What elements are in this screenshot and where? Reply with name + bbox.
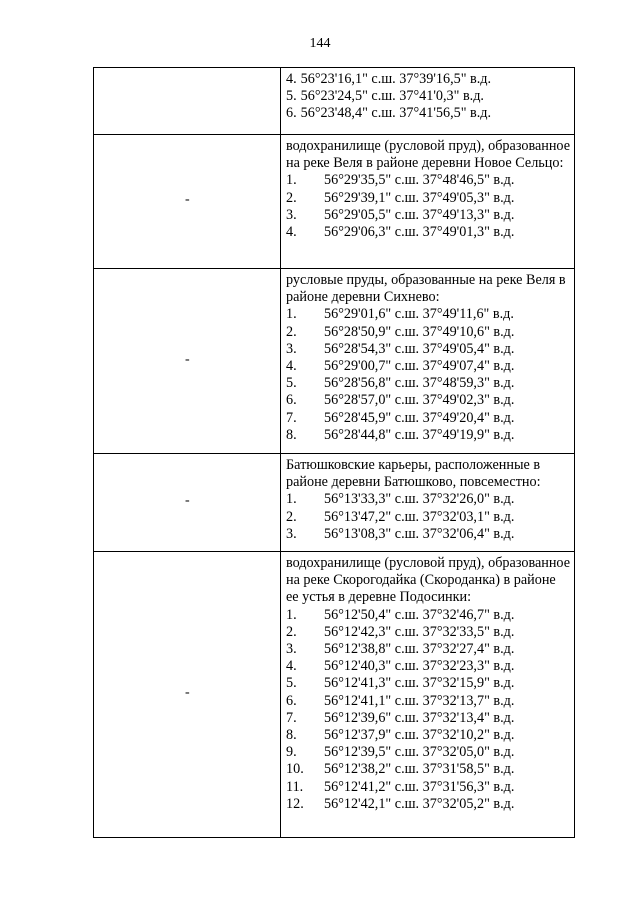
row-marker-cell: [94, 552, 281, 838]
coordinate-number: 1.: [286, 491, 297, 508]
coordinate-number: 7.: [286, 709, 297, 726]
coordinate-item: [286, 658, 570, 675]
coordinate-item: [286, 693, 570, 710]
coordinate-value: 56°13'47,2" с.ш. 37°32'03,1" в.д.: [324, 508, 515, 525]
coordinate-number: 6.: [286, 392, 297, 409]
water-body-cell: [281, 454, 575, 552]
coordinate-item: [286, 526, 570, 543]
coordinate-value: 56°12'38,2" с.ш. 37°31'58,5" в.д.: [324, 761, 515, 778]
coordinate-number: 5.: [286, 675, 297, 692]
coordinate-value: 56°29'00,7" с.ш. 37°49'07,4" в.д.: [324, 358, 515, 375]
coordinate-number: 7.: [286, 409, 297, 426]
water-body-description: водохранилище (русловой пруд), образованное на реке Скорогодайка (Скороданка) в районе ее устья в деревне Подосинки:: [286, 555, 570, 606]
row-marker-cell: [94, 135, 281, 269]
coordinate-item: [286, 207, 570, 224]
table-row: [94, 269, 575, 454]
coordinate-value: 56°29'05,5" с.ш. 37°49'13,3" в.д.: [324, 206, 515, 223]
coordinate-number: 3.: [286, 525, 297, 542]
coordinate-value: 56°29'06,3" с.ш. 37°49'01,3" в.д.: [324, 224, 515, 241]
coordinate-number: 4.: [286, 71, 297, 87]
coordinate-value: 56°29'35,5" с.ш. 37°48'46,5" в.д.: [324, 172, 515, 189]
row-dash: -: [185, 192, 190, 207]
coordinate-number: 4.: [286, 658, 297, 675]
water-body-cell: [281, 135, 575, 269]
coordinate-value: 56°12'37,9" с.ш. 37°32'10,2" в.д.: [324, 727, 515, 744]
coordinate-value: 56°12'39,6" с.ш. 37°32'13,4" в.д.: [324, 709, 515, 726]
coordinate-number: 3.: [286, 641, 297, 658]
coordinate-item: [286, 190, 570, 207]
coordinate-item: [286, 71, 570, 88]
coordinate-item: [286, 744, 570, 761]
coordinate-value: 56°28'56,8" с.ш. 37°48'59,3" в.д.: [324, 375, 515, 392]
coordinate-number: 2.: [286, 189, 297, 206]
coordinate-number: 8.: [286, 727, 297, 744]
coordinate-number: 5.: [286, 375, 297, 392]
coordinate-item: [286, 710, 570, 727]
coordinate-item: [286, 727, 570, 744]
coordinate-value: 56°28'57,0" с.ш. 37°49'02,3" в.д.: [324, 392, 515, 409]
coordinate-value: 56°23'48,4" с.ш. 37°41'56,5" в.д.: [300, 105, 492, 122]
coordinate-item: [286, 641, 570, 658]
coordinate-number: 10.: [286, 761, 304, 778]
row-dash: -: [185, 351, 190, 367]
coordinate-number: 12.: [286, 795, 304, 812]
coordinate-item: [286, 624, 570, 641]
coordinate-number: 11.: [286, 778, 304, 795]
coordinate-number: 1.: [286, 306, 297, 323]
coordinate-number: 3.: [286, 206, 297, 223]
coordinate-value: 56°12'38,8" с.ш. 37°32'27,4" в.д.: [324, 641, 515, 658]
coordinate-number: 1.: [286, 172, 297, 189]
row-marker-cell: [94, 68, 281, 135]
coordinate-number: 6.: [286, 692, 297, 709]
coordinate-item: [286, 224, 570, 241]
coordinate-item: [286, 392, 570, 409]
row-dash: -: [185, 685, 190, 700]
coordinate-value: 56°12'39,5" с.ш. 37°32'05,0" в.д.: [324, 744, 515, 761]
table-row: [94, 552, 575, 838]
coordinate-value: 56°12'42,3" с.ш. 37°32'33,5" в.д.: [324, 623, 515, 640]
coordinate-item: [286, 410, 570, 427]
coordinate-value: 56°12'41,2" с.ш. 37°31'56,3" в.д.: [324, 778, 515, 795]
row-marker-cell: [94, 269, 281, 454]
coordinate-number: 6.: [286, 105, 297, 122]
coordinate-value: 56°12'41,3" с.ш. 37°32'15,9" в.д.: [324, 675, 515, 692]
coordinate-value: 56°28'50,9" с.ш. 37°49'10,6" в.д.: [324, 323, 515, 340]
coordinate-item: [286, 761, 570, 778]
coordinate-number: 1.: [286, 606, 297, 623]
coordinate-item: [286, 509, 570, 526]
coordinate-number: 5.: [286, 88, 297, 105]
coordinate-item: [286, 796, 570, 813]
coordinate-item: [286, 306, 570, 323]
coordinate-value: 56°12'40,3" с.ш. 37°32'23,3" в.д.: [324, 658, 515, 675]
water-body-cell: [281, 552, 575, 838]
coordinate-item: [286, 105, 570, 122]
coordinate-value: 56°28'44,8" с.ш. 37°49'19,9" в.д.: [324, 426, 515, 443]
coordinate-item: [286, 375, 570, 392]
coordinate-number: 2.: [286, 323, 297, 340]
coordinates-table: [93, 67, 575, 838]
coordinate-value: 56°23'16,1" с.ш. 37°39'16,5" в.д.: [300, 71, 492, 87]
row-dash: -: [185, 493, 190, 508]
water-body-description: русловые пруды, образованные на реке Веля в районе деревни Сихнево:: [286, 272, 566, 306]
coordinate-value: 56°29'39,1" с.ш. 37°49'05,3" в.д.: [324, 189, 515, 206]
coordinate-item: [286, 491, 570, 508]
coordinate-value: 56°28'45,9" с.ш. 37°49'20,4" в.д.: [324, 409, 515, 426]
water-body-description: водохранилище (русловой пруд), образованное на реке Веля в районе деревни Новое Сельцо:: [286, 138, 570, 172]
page-number: 144: [309, 36, 331, 51]
coordinate-value: 56°28'54,3" с.ш. 37°49'05,4" в.д.: [324, 340, 515, 357]
coordinate-number: 4.: [286, 224, 297, 241]
coordinate-item: [286, 675, 570, 692]
coordinate-value: 56°23'24,5" с.ш. 37°41'0,3" в.д.: [300, 88, 484, 105]
coordinate-value: 56°12'42,1" с.ш. 37°32'05,2" в.д.: [324, 795, 515, 812]
coordinate-item: [286, 358, 570, 375]
coordinate-item: [286, 324, 570, 341]
coordinate-item: [286, 779, 570, 796]
coordinate-number: 8.: [286, 426, 297, 443]
coordinate-value: 56°13'08,3" с.ш. 37°32'06,4" в.д.: [324, 525, 515, 542]
table-row: [94, 68, 575, 135]
coordinate-number: 2.: [286, 623, 297, 640]
water-body-cell: [281, 269, 575, 454]
coordinate-value: 56°29'01,6" с.ш. 37°49'11,6" в.д.: [324, 306, 514, 323]
coordinate-value: 56°13'33,3" с.ш. 37°32'26,0" в.д.: [324, 491, 515, 508]
coordinate-item: [286, 427, 570, 444]
coordinate-item: [286, 88, 570, 105]
coordinate-number: 2.: [286, 508, 297, 525]
coordinate-item: [286, 607, 570, 624]
row-marker-cell: [94, 454, 281, 552]
water-body-description: Батюшковские карьеры, расположенные в районе деревни Батюшково, повсеместно:: [286, 457, 541, 491]
coordinate-item: [286, 341, 570, 358]
table-row: [94, 135, 575, 269]
coordinate-item: [286, 172, 570, 189]
coordinate-number: 4.: [286, 358, 297, 375]
water-body-cell: [281, 68, 575, 135]
table-row: [94, 454, 575, 552]
coordinate-number: 3.: [286, 340, 297, 357]
coordinate-value: 56°12'41,1" с.ш. 37°32'13,7" в.д.: [324, 692, 515, 709]
coordinate-number: 9.: [286, 744, 297, 761]
coordinate-value: 56°12'50,4" с.ш. 37°32'46,7" в.д.: [324, 606, 515, 623]
